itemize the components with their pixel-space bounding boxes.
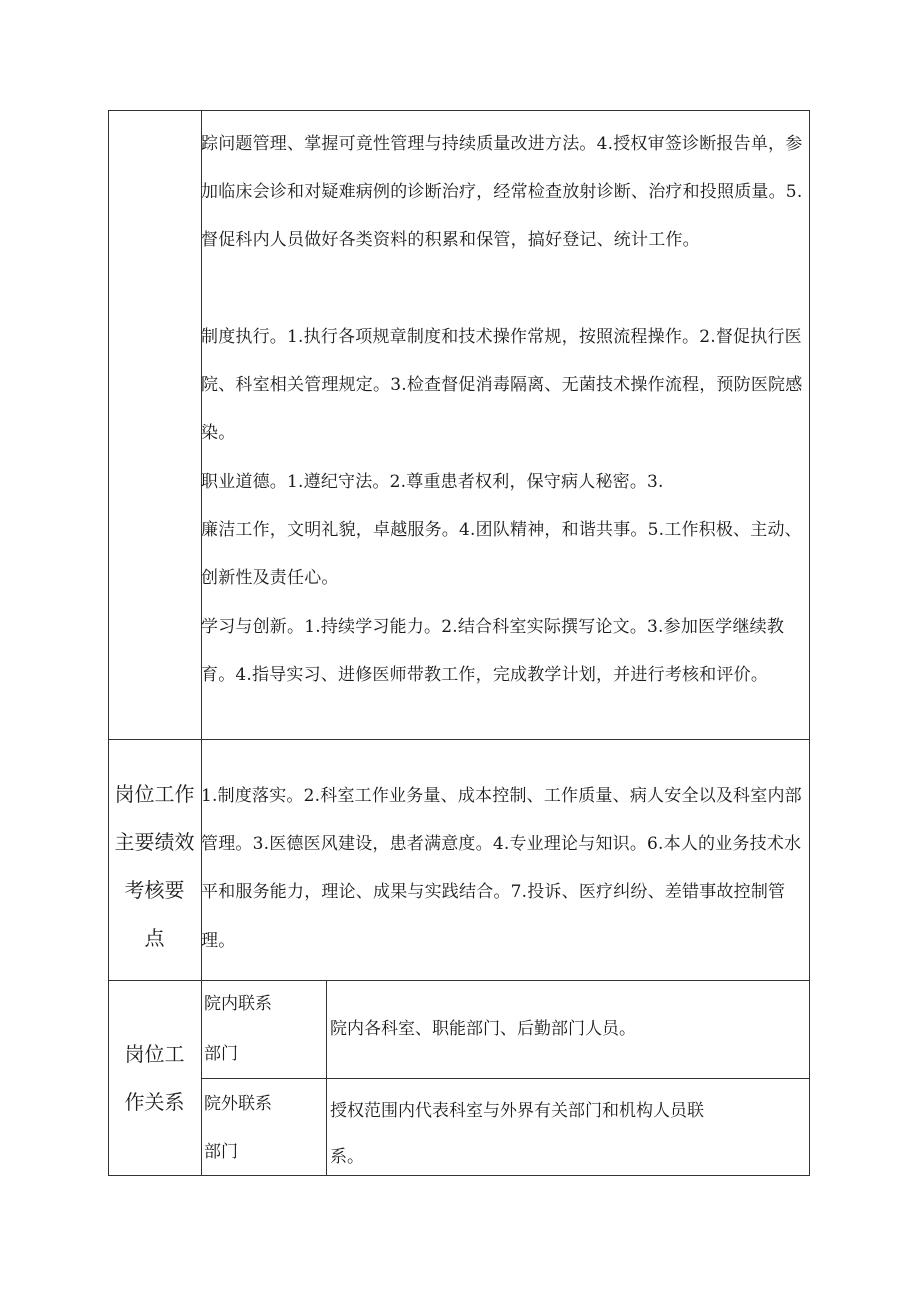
performance-label-line: 考核要 — [124, 878, 185, 902]
relations-label-line: 岗位工 — [124, 1042, 185, 1066]
internal-contact-label-line: 部门 — [204, 1044, 238, 1064]
external-contact-value-line: 系。 — [330, 1147, 364, 1167]
duties-paragraph-rules: 制度执行。1.执行各项规章制度和技术操作常规，按照流程操作。2.督促执行医院、科室相关管理规定。3.检查督促消毒隔离、无菌技术操作流程，预防医院感染。 — [201, 327, 803, 444]
subrow-divider — [201, 1078, 810, 1079]
relations-label-line: 作关系 — [124, 1090, 185, 1114]
internal-contact-value: 院内各科室、职能部门、后勤部门人员。 — [330, 1019, 636, 1039]
duties-paragraph-ethics: 廉洁工作，文明礼貌，卓越服务。4.团队精神，和谐共事。5.工作积极、主动、创新性及责任心。 — [201, 520, 802, 589]
external-contact-label-line: 院外联系 — [204, 1094, 272, 1114]
external-contact-label-line: 部门 — [204, 1142, 238, 1162]
internal-contact-label-line: 院内联系 — [204, 994, 272, 1014]
external-contact-value-line: 授权范围内代表科室与外界有关部门和机构人员联 — [330, 1101, 704, 1121]
relations-label — [108, 1030, 201, 1126]
performance-label-line: 主要绩效 — [114, 830, 195, 854]
performance-label-line: 点 — [144, 926, 165, 950]
row-divider — [108, 739, 810, 740]
duties-paragraph-learning: 学习与创新。1.持续学习能力。2.结合科室实际撰写论文。3.参加医学继续教育。4.指导实习、进修医师带教工作，完成教学计划，并进行考核和评价。 — [201, 617, 785, 686]
performance-text: 1.制度落实。2.科室工作业务量、成本控制、工作质量、病人安全以及科室内部管理。3.医德医风建设，患者满意度。4.专业理论与知识。6.本人的业务技术水平和服务能力，理论、成果与实践结合。7.投诉、医疗纠纷、差错事故控制管理。 — [201, 786, 802, 951]
performance-label — [108, 770, 201, 962]
duties-paragraph-quality: 踪问题管理、掌握可竟性管理与持续质量改进方法。4.授权审签诊断报告单，参加临床会诊和对疑难病例的诊断治疗，经常检查放射诊断、治疗和投照质量。5.督促科内人员做好各类资料的积累和保管，搞好登记、统计工作。 — [201, 134, 803, 251]
duties-paragraph-ethics-line1: 职业道德。1.遵纪守法。2.尊重患者权利，保守病人秘密。3. — [201, 472, 664, 492]
performance-label-line: 岗位工作 — [114, 782, 195, 806]
